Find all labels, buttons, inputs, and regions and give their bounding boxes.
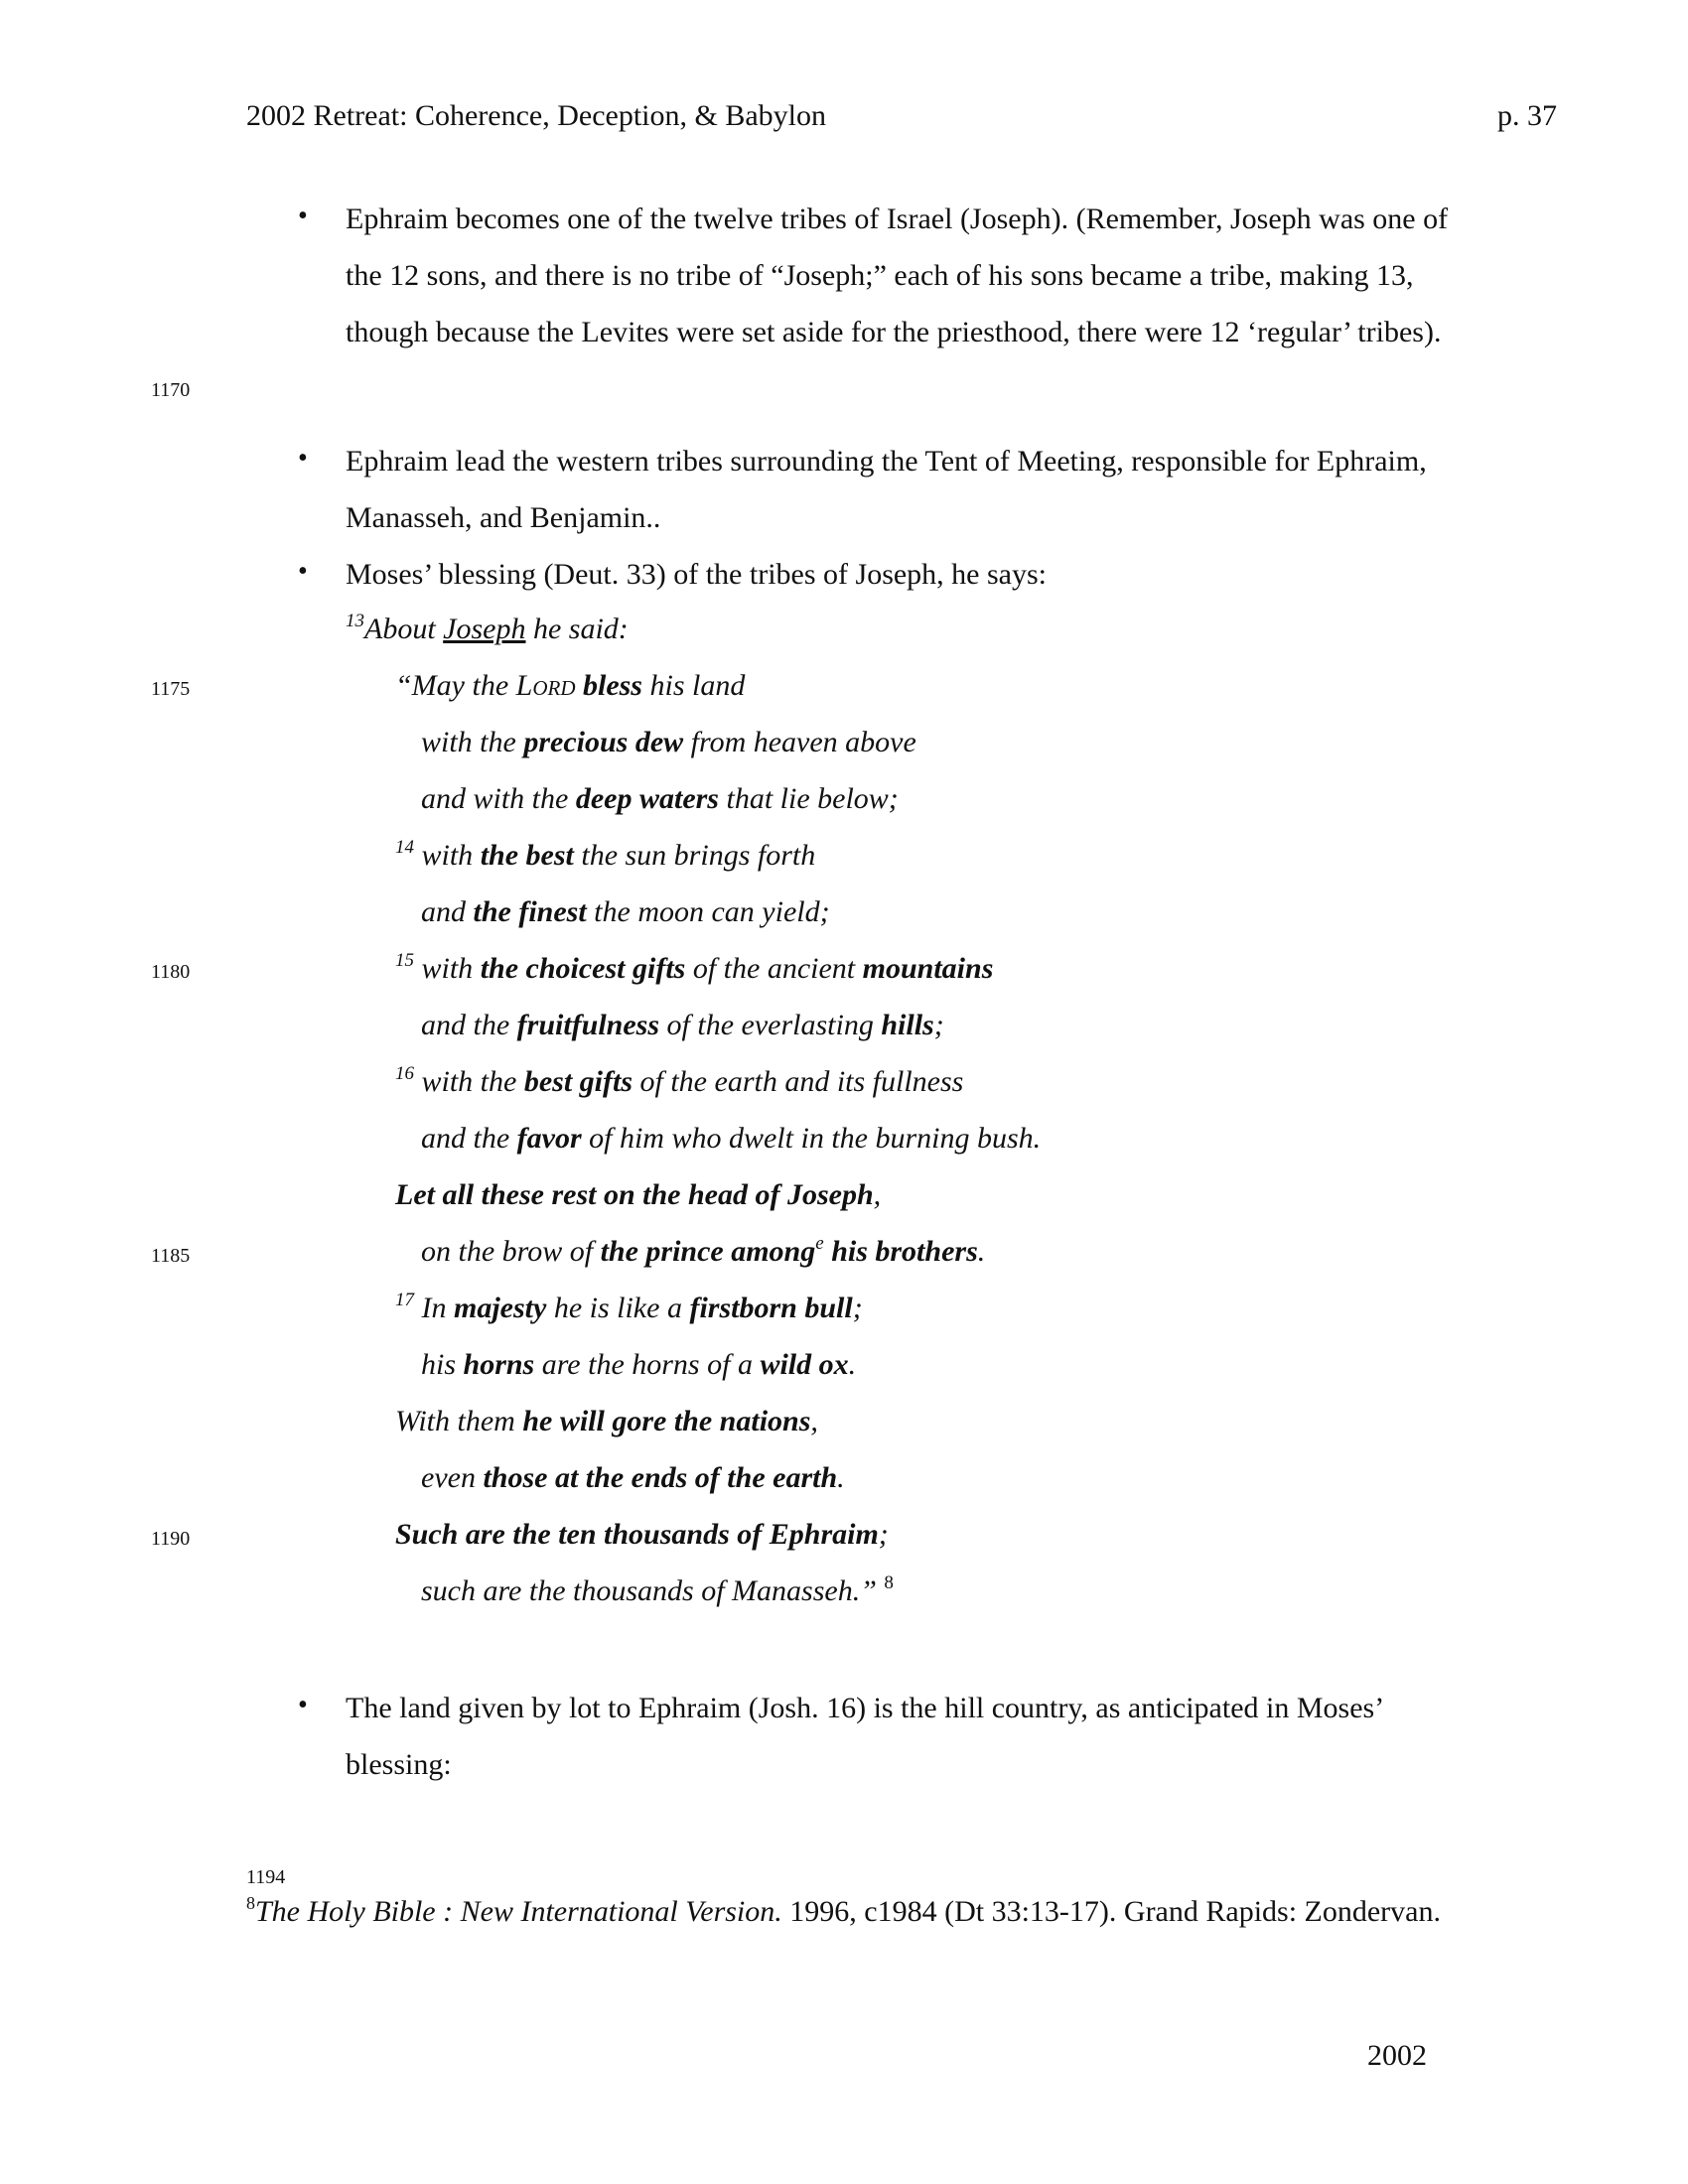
verse-line: with the precious dew from heaven above xyxy=(421,726,916,758)
line-number: 1175 xyxy=(151,678,191,700)
footnote-number: 8 xyxy=(246,1893,255,1913)
verse-line: With them he will gore the nations, xyxy=(395,1405,818,1437)
bullet-paragraph: Ephraim becomes one of the twelve tribes of Israel (Joseph). (Remember, Joseph was one of the 12 sons, and there is no tribe of “Joseph;” each of his sons became a tribe, making 13, though because the Levites were set aside for the priesthood, there were 12 ‘regular’ tribes). xyxy=(346,203,1449,348)
bullet-marker: • xyxy=(298,1690,308,1720)
verse-number: 14 xyxy=(395,837,414,858)
bullet-paragraph: Ephraim lead the western tribes surrounding the Tent of Meeting, responsible for Ephraim, Manasseh, and Benjamin.. xyxy=(346,445,1427,534)
footnote-reference: 8 xyxy=(884,1572,894,1593)
verse-line: $^{16}$ with the best gifts of the earth and its fullness xyxy=(395,1063,964,1098)
footnote: $^8$The Holy Bible : New International Version. 1996, c1984 (Dt 33:13-17). Grand Rapids: Zondervan. xyxy=(246,1893,1441,1928)
verse-line: on the brow of the prince among$^e$ his brothers. xyxy=(421,1233,986,1268)
verse-line: his horns are the horns of a wild ox. xyxy=(421,1348,857,1381)
verse-line: $^{17}$ In majesty he is like a firstborn bull; xyxy=(395,1290,863,1324)
page-number: p. 37 xyxy=(1497,99,1557,132)
line-number: 1170 xyxy=(151,379,191,401)
verse-line: and with the deep waters that lie below; xyxy=(421,782,899,815)
verse-line: Such are the ten thousands of Ephraim; xyxy=(395,1518,889,1551)
verse-line: and the finest the moon can yield; xyxy=(421,895,830,928)
verse-line: even those at the ends of the earth. xyxy=(421,1461,845,1494)
verse-number: 13 xyxy=(346,611,364,631)
verse-line: $^{14}$ with the best the sun brings forth xyxy=(395,837,816,872)
verse-number: 15 xyxy=(395,950,414,971)
verse-number: 16 xyxy=(395,1063,414,1084)
verse-line: $^{15}$ with the choicest gifts of the ancient mountains xyxy=(395,950,994,985)
cross-reference-marker: e xyxy=(815,1233,824,1254)
verse-line: such are the thousands of Manasseh.” $^8$ xyxy=(421,1572,894,1607)
verse-line: and the fruitfulness of the everlasting hills; xyxy=(421,1009,944,1041)
running-header-title: 2002 Retreat: Coherence, Deception, & Babylon xyxy=(246,99,826,132)
bullet-paragraph: Moses’ blessing (Deut. 33) of the tribes of Joseph, he says: xyxy=(346,558,1047,591)
verse-number: 17 xyxy=(395,1290,414,1310)
verse-line: “May the Lord bless his land xyxy=(395,669,746,702)
verse-line: and the favor of him who dwelt in the burning bush. xyxy=(421,1122,1042,1155)
bullet-marker: • xyxy=(298,556,308,587)
verse-intro: $^{13}$About Joseph he said: xyxy=(346,611,629,645)
bullet-marker: • xyxy=(298,443,308,474)
line-number: 1180 xyxy=(151,961,191,983)
line-number: 1185 xyxy=(151,1245,191,1267)
line-number: 1194 xyxy=(246,1866,286,1888)
bullet-marker: • xyxy=(298,201,308,231)
line-number: 1190 xyxy=(151,1528,191,1550)
bullet-paragraph: The land given by lot to Ephraim (Josh. 16) is the hill country, as anticipated in Moses’ blessing: xyxy=(346,1692,1382,1781)
footnote-title: The Holy Bible : New International Version. xyxy=(255,1895,782,1928)
underlined-name: Joseph xyxy=(443,613,526,645)
verse-line: Let all these rest on the head of Joseph, xyxy=(395,1178,882,1211)
page-footer: 2002 xyxy=(1367,2039,1427,2072)
